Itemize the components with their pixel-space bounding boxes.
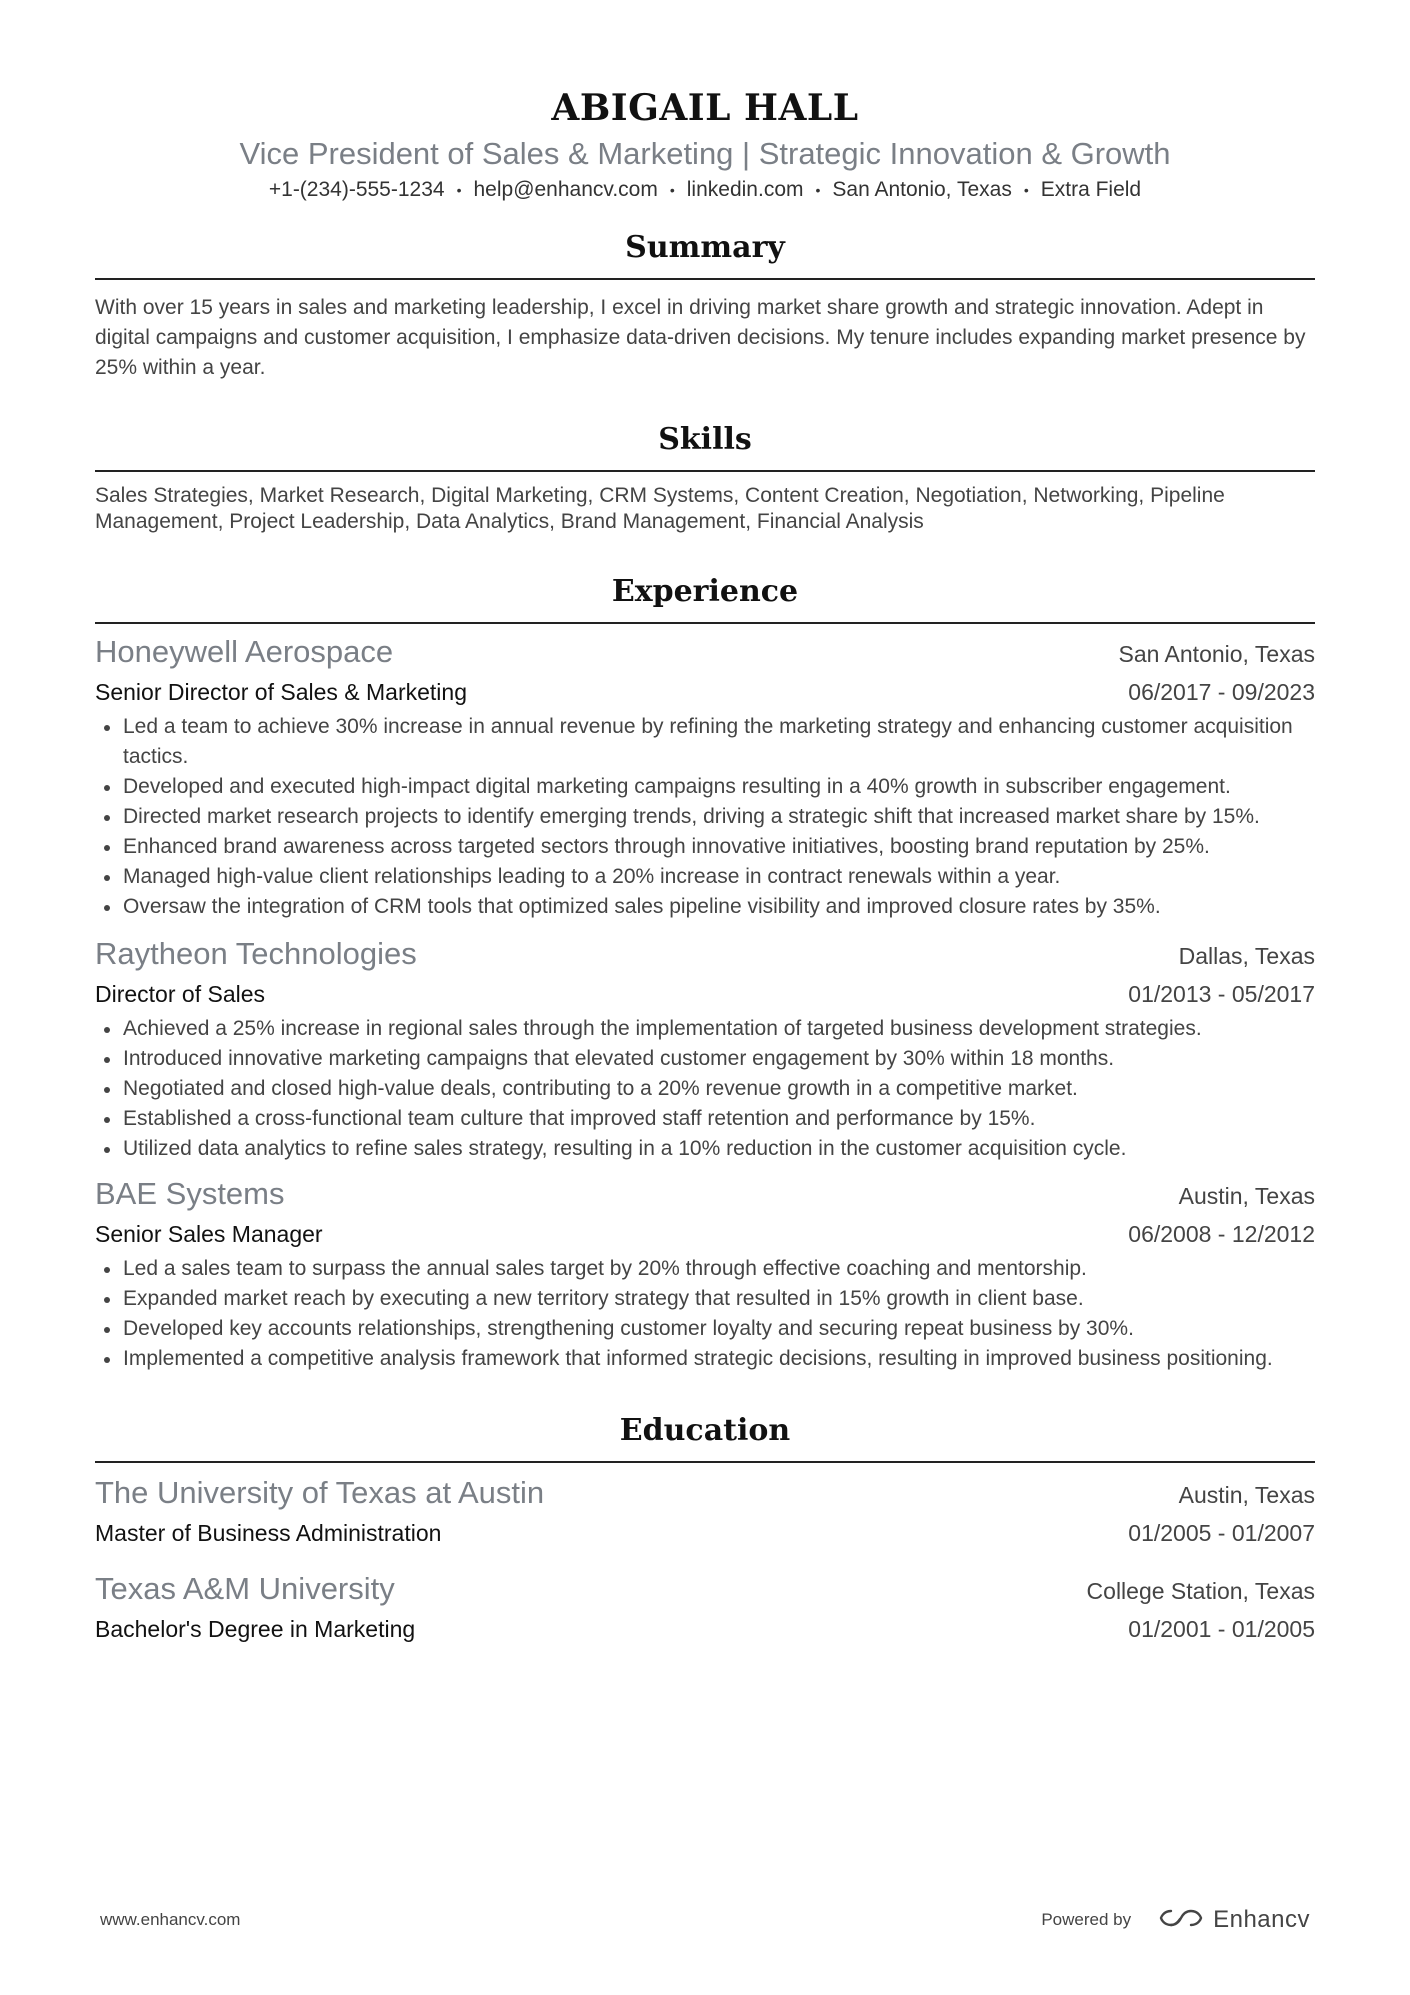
achievement-item <box>95 1344 1315 1374</box>
job-location: Austin, Texas <box>1178 1183 1315 1210</box>
achievement-text: Enhanced brand awareness across targeted sectors through innovative initiatives, boosting brand reputation by 25%. <box>123 835 1210 859</box>
job-dates: 01/2013 - 05/2017 <box>1128 981 1315 1008</box>
education-heading: Education <box>619 1413 791 1449</box>
achievement-text: Utilized data analytics to refine sales strategy, resulting in a 10% reduction in the customer acquisition cycle. <box>123 1137 1127 1161</box>
bullet-dot <box>104 1297 110 1303</box>
job-location: Dallas, Texas <box>1178 943 1315 970</box>
role-row <box>95 674 1315 710</box>
experience-heading: Experience <box>611 574 799 610</box>
contact-location: San Antonio, Texas <box>832 178 1012 201</box>
bullet-dot <box>104 905 110 911</box>
bullet-dot <box>104 845 110 851</box>
bullet-dot <box>104 1057 110 1063</box>
resume-page <box>95 0 1315 1647</box>
achievement-list <box>95 1254 1315 1374</box>
company-name: BAE Systems <box>95 1176 285 1212</box>
page-footer <box>100 1905 1310 1935</box>
bullet-dot <box>104 1357 110 1363</box>
education-entry <box>95 1569 1315 1647</box>
education-dates: 01/2001 - 01/2005 <box>1128 1616 1315 1643</box>
role-row <box>95 976 1315 1012</box>
contact-phone: +1-(234)-555-1234 <box>268 178 445 201</box>
summary-text: With over 15 years in sales and marketing leadership, I excel in driving market share growth and strategic innovation. Adept in digital campaigns and customer acquisition, I emphasize data-driven decisions. My tenure includes expanding market presence by 25% within a year. <box>95 296 1306 380</box>
school-name: Texas A&M University <box>95 1571 395 1607</box>
bullet-separator: • <box>815 182 821 199</box>
contact-linkedin[interactable]: linkedin.com <box>686 178 804 201</box>
achievement-item <box>95 1044 1315 1074</box>
achievement-text: Introduced innovative marketing campaigns that elevated customer engagement by 30% within 18 months. <box>123 1047 1115 1071</box>
footer-branding <box>1041 1906 1310 1935</box>
bullet-dot <box>104 725 110 731</box>
enhancv-logo-icon <box>1157 1906 1205 1935</box>
job-title: Director of Sales <box>95 981 266 1008</box>
school-name: The University of Texas at Austin <box>95 1475 545 1511</box>
entry-header <box>95 1473 1315 1515</box>
achievement-item <box>95 772 1315 802</box>
section-divider <box>95 1461 1315 1463</box>
achievement-text: Developed and executed high-impact digital marketing campaigns resulting in a 40% growth in subscriber engagement. <box>123 775 1231 799</box>
achievement-list <box>95 1014 1315 1164</box>
school-location: College Station, Texas <box>1086 1578 1315 1605</box>
experience-entry <box>95 632 1315 922</box>
entry-header <box>95 934 1315 976</box>
bullet-separator: • <box>669 182 675 199</box>
skills-list: Sales Strategies, Market Research, Digital Marketing, CRM Systems, Content Creation, Negotiation, Networking, Pipeline Management, Project Leadership, Data Analytics, Brand Management, Financial Analysis <box>95 484 1225 534</box>
achievement-item <box>95 802 1315 832</box>
company-name: Raytheon Technologies <box>95 936 417 972</box>
contact-email[interactable]: help@enhancv.com <box>473 178 658 201</box>
section-divider <box>95 622 1315 624</box>
skills-heading: Skills <box>658 422 752 458</box>
bullet-dot <box>104 1087 110 1093</box>
achievement-text: Expanded market reach by executing a new territory strategy that resulted in 15% growth in client base. <box>123 1287 1084 1311</box>
bullet-dot <box>104 875 110 881</box>
achievement-text: Negotiated and closed high-value deals, contributing to a 20% revenue growth in a competitive market. <box>123 1077 1078 1101</box>
education-dates: 01/2005 - 01/2007 <box>1128 1520 1315 1547</box>
achievement-item <box>95 712 1315 772</box>
achievement-item <box>95 1074 1315 1104</box>
degree-row <box>95 1515 1315 1551</box>
achievement-item <box>95 1314 1315 1344</box>
achievement-text: Oversaw the integration of CRM tools that optimized sales pipeline visibility and improved closure rates by 35%. <box>123 895 1161 919</box>
enhancv-brand-name: Enhancv <box>1213 1906 1310 1933</box>
achievement-item <box>95 1134 1315 1164</box>
candidate-name: ABIGAIL HALL <box>551 87 859 129</box>
achievement-list <box>95 712 1315 922</box>
school-location: Austin, Texas <box>1178 1482 1315 1509</box>
job-title: Senior Sales Manager <box>95 1221 323 1248</box>
achievement-text: Led a sales team to surpass the annual sales target by 20% through effective coaching and mentorship. <box>123 1257 1087 1281</box>
company-name: Honeywell Aerospace <box>95 634 394 670</box>
bullet-dot <box>104 1267 110 1273</box>
achievement-text: Led a team to achieve 30% increase in annual revenue by refining the marketing strategy and enhancing customer acquisition tactics. <box>123 715 1293 769</box>
degree-row <box>95 1611 1315 1647</box>
education-entry <box>95 1473 1315 1551</box>
candidate-headline: Vice President of Sales & Marketing | Strategic Innovation & Growth <box>239 136 1171 171</box>
job-title: Senior Director of Sales & Marketing <box>95 679 467 706</box>
bullet-dot <box>104 1147 110 1153</box>
achievement-item <box>95 1254 1315 1284</box>
role-row <box>95 1216 1315 1252</box>
achievement-item <box>95 1014 1315 1044</box>
entry-header <box>95 1569 1315 1611</box>
achievement-item <box>95 1284 1315 1314</box>
bullet-separator: • <box>1023 182 1029 199</box>
section-divider <box>95 470 1315 472</box>
degree-name: Bachelor's Degree in Marketing <box>95 1616 416 1643</box>
summary-heading: Summary <box>625 230 785 266</box>
job-dates: 06/2008 - 12/2012 <box>1128 1221 1315 1248</box>
achievement-text: Implemented a competitive analysis framework that informed strategic decisions, resulting in improved business positioning. <box>123 1347 1273 1371</box>
contact-line <box>95 175 1315 205</box>
achievement-text: Developed key accounts relationships, strengthening customer loyalty and securing repeat business by 30%. <box>123 1317 1134 1341</box>
enhancv-brand[interactable] <box>1157 1906 1310 1935</box>
achievement-item <box>95 1104 1315 1134</box>
resume-header <box>95 84 1315 205</box>
achievement-item <box>95 892 1315 922</box>
section-divider <box>95 278 1315 280</box>
achievement-item <box>95 862 1315 892</box>
job-location: San Antonio, Texas <box>1118 641 1315 668</box>
experience-entry <box>95 1174 1315 1374</box>
bullet-dot <box>104 1327 110 1333</box>
achievement-text: Established a cross-functional team culture that improved staff retention and performance by 15%. <box>123 1107 1036 1131</box>
achievement-text: Directed market research projects to identify emerging trends, driving a strategic shift that increased market share by 15%. <box>123 805 1260 829</box>
bullet-dot <box>104 785 110 791</box>
achievement-item <box>95 832 1315 862</box>
degree-name: Master of Business Administration <box>95 1520 442 1547</box>
bullet-dot <box>104 1117 110 1123</box>
bullet-dot <box>104 1027 110 1033</box>
bullet-separator: • <box>456 182 462 199</box>
powered-by-label: Powered by <box>1041 1910 1132 1929</box>
entry-header <box>95 632 1315 674</box>
footer-url-link[interactable]: www.enhancv.com <box>100 1910 241 1929</box>
achievement-text: Achieved a 25% increase in regional sales through the implementation of targeted business development strategies. <box>123 1017 1202 1041</box>
experience-entry <box>95 934 1315 1164</box>
contact-extra-field: Extra Field <box>1040 178 1142 201</box>
job-dates: 06/2017 - 09/2023 <box>1128 679 1315 706</box>
achievement-text: Managed high-value client relationships leading to a 20% increase in contract renewals within a year. <box>123 865 1061 889</box>
bullet-dot <box>104 815 110 821</box>
entry-header <box>95 1174 1315 1216</box>
